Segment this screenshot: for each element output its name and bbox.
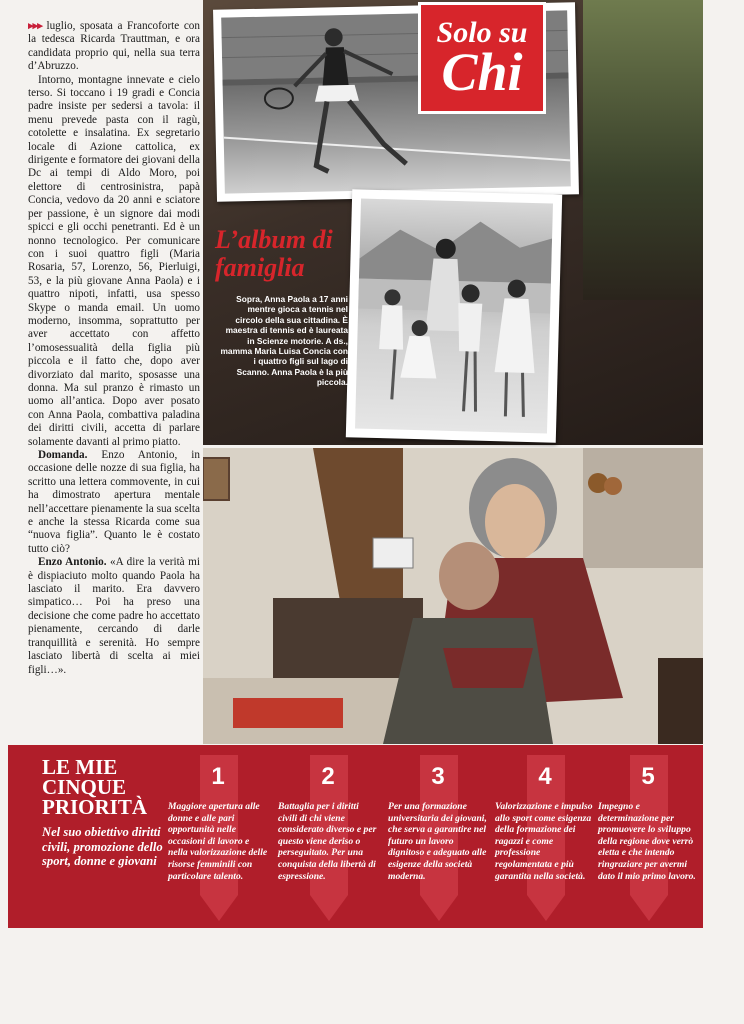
priority-text: Per una formazione universitaria dei giovani, che serva a garantire nel futuro un lavoro dignitoso e adeguato alle esigenze della società moderna. [388, 801, 487, 882]
article-paragraph [28, 556, 200, 677]
priority-item [495, 755, 595, 925]
continuation-arrows: ▸▸▸ [28, 20, 42, 32]
priority-item [598, 755, 698, 925]
solo-su-chi-badge [418, 2, 546, 114]
priorities-banner [8, 745, 703, 928]
paragraph-text: Enzo Antonio, in occasione delle nozze di sua figlia, ha scritto una lettera commovente, in cui ha dimostrato apertura mentale nell’accettare pienamente la sua scelta e anche la stessa Ricarda come sua “nuova figlia”. Quanto le è costato tutto ciò? [28, 449, 200, 555]
paragraph-text: «A dire la verità mi è dispiaciuto molto quando Paola ha lasciato il marito. Era davvero simpatico… Poi ha preso una decisione che come padre ho accettato pienamente, cercando di darle tranquillità e serenità. Ho sempre lasciato libertà di scelta ai miei figli…». [28, 556, 200, 676]
article-paragraph [28, 74, 200, 449]
article-paragraph [28, 449, 200, 556]
priority-number: 1 [211, 763, 225, 790]
album-caption: Sopra, Anna Paola a 17 anni mentre gioca a tennis nel circolo della sua cittadina. È maestra di tennis ed è laureata in Scienze motorie. A ds., mamma Maria Luisa Concia con i quattro figli sul lago di Scanno. Anna Paola è la più piccola. [220, 294, 348, 388]
priorities-subheading: Nel suo obiettivo diritti civili, promozione dello sport, donne e giovani [42, 825, 163, 869]
priority-number: 5 [641, 763, 655, 790]
article-text-column [28, 20, 200, 740]
priority-number: 4 [538, 763, 552, 790]
priority-text: Maggiore apertura alle donne e alle pari opportunità nelle occasioni di lavoro e nella valorizzazione delle risorse femminili con particolare talento. [168, 801, 268, 882]
window-background [583, 0, 703, 300]
priority-text: Impegno e determinazione per promuovere lo sviluppo della regione dove verrò eletta e che intendo ringraziare per avermi dato il mio primo lavoro. [598, 801, 696, 882]
family-photo [346, 189, 562, 442]
priority-item [278, 755, 378, 925]
badge-line-2: Chi [441, 42, 523, 102]
paragraph-text: Intorno, montagne innevate e cielo terso. Si toccano i 19 gradi e Concia padre insiste per sedersi a tavola: il menu prevede pasta con il ragù, cotolette e insalatina. Ex segretario locale di Azione cattolica, ex dirigente e formatore dei giovani della Dc ai tempi di Aldo Moro, poi elettore di centrosinistra, papà Concia, vedovo da 20 anni e sciatore per passione, è un signore dai modi spicci e gli occhi penetranti. Ed è un nonno tecnologico. Per comunicare con i suoi quattro figli (Maria Rosaria, 57, Lorenzo, 56, Pierluigi, 53, e la più giovane Anna Paola) e i quattro nipoti, infatti, usa spesso Skype o manda email. Un uomo moderno, insomma, soprattutto per aver accettato con affetto l’omosessualità della figlia più piccola e il fatto che, dopo aver divorziato dal marito, sposasse una donna. Ma sul pranzo è rimasto un uomo all’antica. Dopo aver posato con Anna Paola, combattiva paladina dei diritti civili, accetta di parlare solamente davanti al primo piatto. [28, 73, 200, 448]
priority-number: 2 [321, 763, 335, 790]
family-image [355, 199, 553, 434]
priority-item [168, 755, 268, 925]
speaker-label: Enzo Antonio. [38, 556, 107, 569]
main-photo [203, 448, 703, 744]
priority-item [388, 755, 488, 925]
paragraph-text: luglio, sposata a Francoforte con la tedesca Ricarda Trauttman, e ora candidata proprio qui, nella sua terra d’Abruzzo. [28, 20, 200, 73]
album-title: L’album di famiglia [215, 225, 333, 282]
speaker-label: Domanda. [38, 449, 88, 461]
priorities-heading: LE MIE CINQUE PRIORITÀ [42, 755, 148, 819]
badge-line-1: Solo su [436, 16, 528, 49]
family-illustration [355, 199, 553, 434]
priority-number: 3 [431, 763, 445, 790]
priority-text: Battaglia per i diritti civili di chi viene considerato diverso e per questo viene deriso o perseguitato. Per una conquista della libertà di espressione. [278, 801, 377, 882]
priority-text: Valorizzazione e impulso allo sport come esigenza della formazione dei ragazzi e come professione regolamentata e più garantita nella società. [495, 801, 593, 882]
article-paragraph [28, 20, 200, 74]
father-daughter-illustration [203, 448, 703, 744]
